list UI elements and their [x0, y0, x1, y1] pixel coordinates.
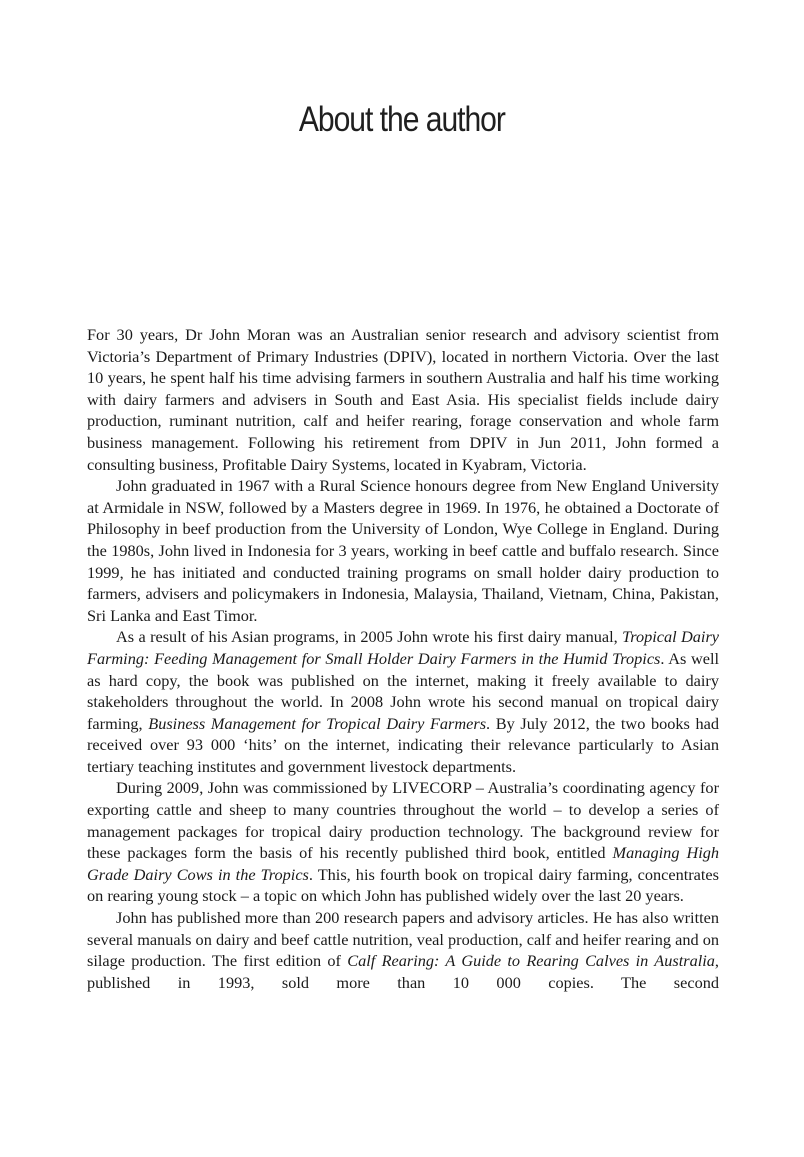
paragraph-text: For 30 years, Dr John Moran was an Australian senior research and advisory scientist from Victoria’s Department of Primary Industries (DPIV), located in northern Victoria. Over the last 10 years, he spent half his time advising farmers in southern Australia and half his time working with dairy farmers and advisers in South and East Asia. His specialist fields include dairy production, ruminant nutrition, calf and heifer rearing, forage conservation and whole farm business management. Following his retirement from DPIV in Jun 2011, John formed a consulting business, Profitable Dairy Systems, located in Kyabram, Victoria. — [87, 325, 719, 474]
paragraph-text: . By July 2012, the two books had received over 93 000 ‘hits’ on the internet, indicating their relevance particularly to Asian tertiary teaching institutes and government livestock departments. — [87, 713, 719, 776]
paragraph-asian-programs — [87, 626, 719, 777]
paragraph-livecorp — [87, 777, 719, 907]
paragraph-career — [87, 324, 719, 475]
paragraph-education — [87, 475, 719, 626]
paragraph-text: . As well as hard copy, the book was published on the internet, making it freely available to dairy stakeholders throughout the world. In 2008 John wrote his second manual on tropical dairy farming, — [87, 648, 720, 733]
paragraph-publications — [87, 907, 719, 993]
author-biography — [87, 324, 719, 993]
paragraph-text: John graduated in 1967 with a Rural Science honours degree from New England University at Armidale in NSW, followed by a Masters degree in 1969. In 1976, he obtained a Doctorate of Philosophy in beef production from the University of London, Wye College in England. During the 1980s, John lived in Indonesia for 3 years, working in beef cattle and buffalo research. Since 1999, he has initiated and conducted training programs on small holder dairy production to farmers, advisers and policymakers in Indonesia, Malaysia, Thailand, Vietnam, China, Pakistan, Sri Lanka and East Timor. — [87, 476, 719, 625]
book-title: Business Management for Tropical Dairy Farmers — [148, 713, 487, 733]
book-title: Tropical Dairy Farming: Feeding Management for Small Holder Dairy Farmers in the Humid Tropics — [87, 627, 720, 668]
book-title: Calf Rearing: A Guide to Rearing Calves in Australia — [347, 951, 715, 971]
paragraph-text: John has published more than 200 research papers and advisory articles. He has also written several manuals on dairy and beef cattle nutrition, veal production, calf and heifer rearing and on silage production. The first edition of — [87, 908, 719, 971]
paragraph-text: , published in 1993, sold more than 10 000 copies. The second — [87, 951, 719, 992]
book-title: Managing High Grade Dairy Cows in the Tropics — [87, 843, 720, 884]
paragraph-text: . This, his fourth book on tropical dairy farming, concentrates on rearing young stock – a topic on which John has published widely over the last 20 years. — [87, 864, 719, 906]
paragraph-text: During 2009, John was commissioned by LIVECORP – Australia’s coordinating agency for exporting cattle and sheep to many countries throughout the world – to develop a series of management packages for tropical dairy production technology. The background review for these packages form the basis of his recently published third book, entitled — [87, 778, 719, 863]
page-title: About the author — [298, 100, 505, 139]
paragraph-text: As a result of his Asian programs, in 2005 John wrote his first dairy manual, — [116, 627, 623, 647]
